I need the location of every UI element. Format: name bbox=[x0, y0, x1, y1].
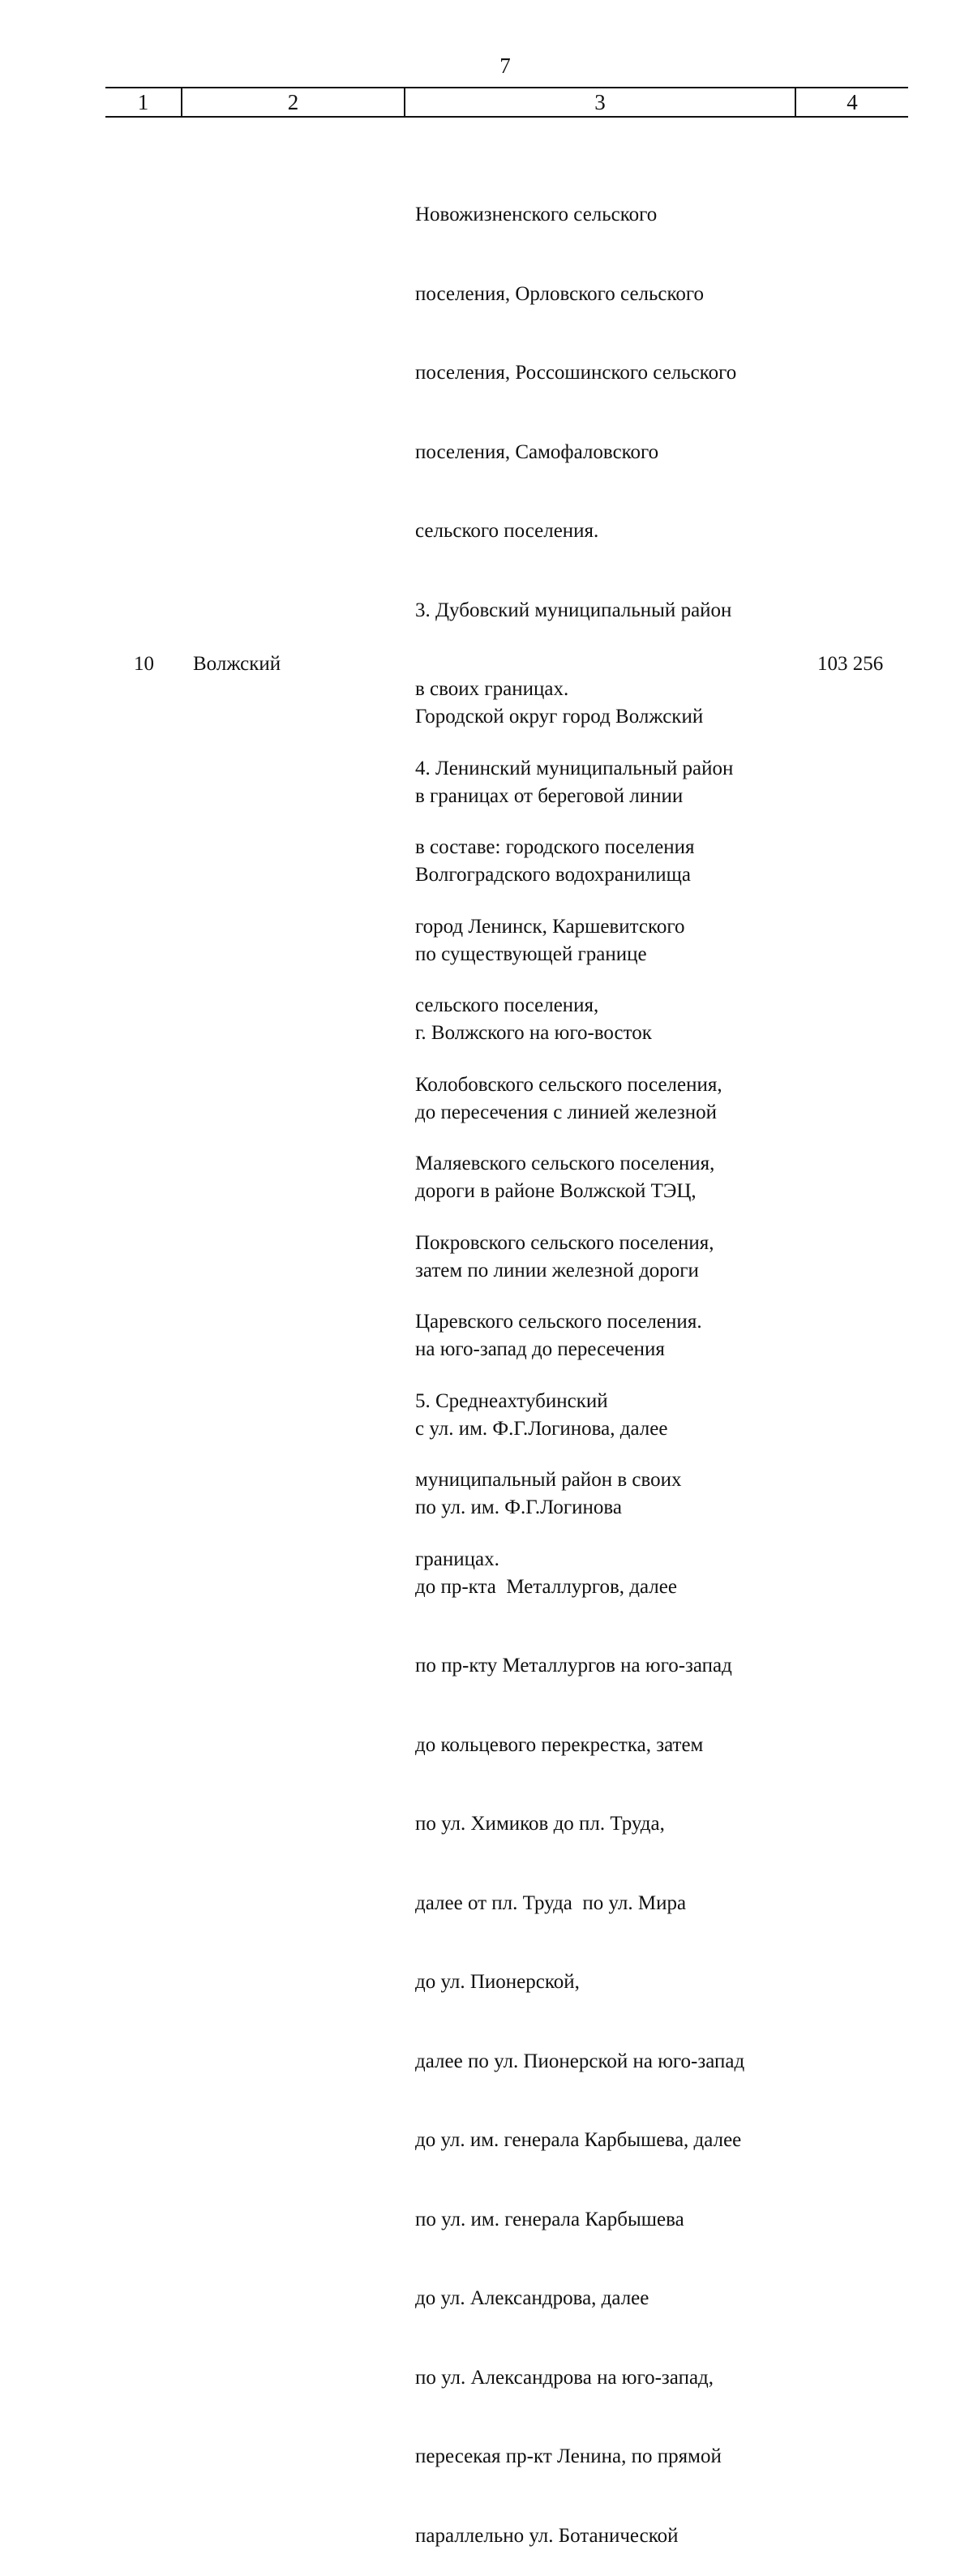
table-header bbox=[105, 87, 908, 118]
text-line: до ул. Александрова, далее bbox=[415, 2287, 649, 2309]
text-line: до кольцевого перекрестка, затем bbox=[415, 1733, 704, 1756]
text-line: до ул. Пионерской, bbox=[415, 1971, 580, 1993]
column-header-2: 2 bbox=[287, 90, 299, 114]
text-line: по существующей границе bbox=[415, 942, 647, 965]
district-boundary-description bbox=[415, 651, 744, 2576]
column-header-3: 3 bbox=[594, 90, 606, 114]
text-line: до пр-кта Металлургов, далее bbox=[415, 1575, 677, 1598]
text-line: 4. Ленинский муниципальный район bbox=[415, 757, 734, 779]
district-name: Волжский bbox=[193, 653, 281, 675]
text-line: с ул. им. Ф.Г.Логинова, далее bbox=[415, 1417, 668, 1440]
text-line: Волгоградского водохранилища bbox=[415, 864, 691, 886]
text-line: 5. Среднеахтубинский bbox=[415, 1389, 608, 1412]
text-line: муниципальный район в своих bbox=[415, 1469, 682, 1491]
text-line: границах. bbox=[415, 1548, 499, 1570]
text-line: дороги в районе Волжской ТЭЦ, bbox=[415, 1180, 697, 1202]
text-line: до ул. им. генерала Карбышева, далее bbox=[415, 2129, 742, 2151]
text-line: параллельно ул. Ботанической bbox=[415, 2524, 679, 2547]
text-line: по ул. Химиков до пл. Труда, bbox=[415, 1813, 665, 1835]
text-line: город Ленинск, Каршевитского bbox=[415, 915, 685, 938]
column-header-1: 1 bbox=[137, 90, 149, 114]
text-line: в своих границах. bbox=[415, 678, 569, 700]
header-bottom-rule bbox=[105, 116, 908, 118]
header-top-rule bbox=[105, 87, 908, 88]
text-line: Покровского сельского поселения, bbox=[415, 1231, 714, 1254]
page-number: 7 bbox=[499, 54, 511, 78]
text-line: Маляевского сельского поселения, bbox=[415, 1153, 715, 1174]
text-line: на юго-запад до пересечения bbox=[415, 1338, 665, 1360]
text-line: затем по линии железной дороги bbox=[415, 1259, 699, 1282]
text-line: Колобовского сельского поселения, bbox=[415, 1073, 722, 1096]
text-line: по ул. Александрова на юго-запад, bbox=[415, 2366, 714, 2389]
text-line: г. Волжского на юго-восток bbox=[415, 1022, 652, 1044]
column-header-4: 4 bbox=[847, 90, 858, 114]
text-line: в границах от береговой линии bbox=[415, 784, 684, 807]
text-line: сельского поселения, bbox=[415, 994, 599, 1016]
text-line: поселения, Самофаловского bbox=[415, 440, 659, 463]
text-line: по ул. им. генерала Карбышева bbox=[415, 2208, 684, 2230]
row-number: 10 bbox=[134, 653, 154, 675]
text-line: поселения, Орловского сельского bbox=[415, 282, 705, 305]
text-line: Городской округ город Волжский bbox=[415, 706, 704, 728]
voter-count: 103 256 bbox=[817, 653, 884, 675]
text-line: по ул. им. Ф.Г.Логинова bbox=[415, 1496, 623, 1518]
text-line: далее по ул. Пионерской на юго-запад bbox=[415, 2050, 745, 2072]
text-line: пересекая пр-кт Ленина, по прямой bbox=[415, 2445, 722, 2467]
text-line: по пр-кту Металлургов на юго-запад bbox=[415, 1655, 732, 1677]
text-line: поселения, Россошинского сельского bbox=[415, 362, 737, 384]
text-line: Царевского сельского поселения. bbox=[415, 1311, 702, 1333]
text-line: в составе: городского поселения bbox=[415, 836, 695, 858]
text-line: 3. Дубовский муниципальный район bbox=[415, 599, 732, 621]
text-line: далее от пл. Труда по ул. Мира bbox=[415, 1891, 687, 1914]
text-line: сельского поселения. bbox=[415, 520, 599, 542]
text-line: до пересечения с линией железной bbox=[415, 1101, 717, 1123]
text-line: Новожизненского сельского bbox=[415, 204, 658, 225]
